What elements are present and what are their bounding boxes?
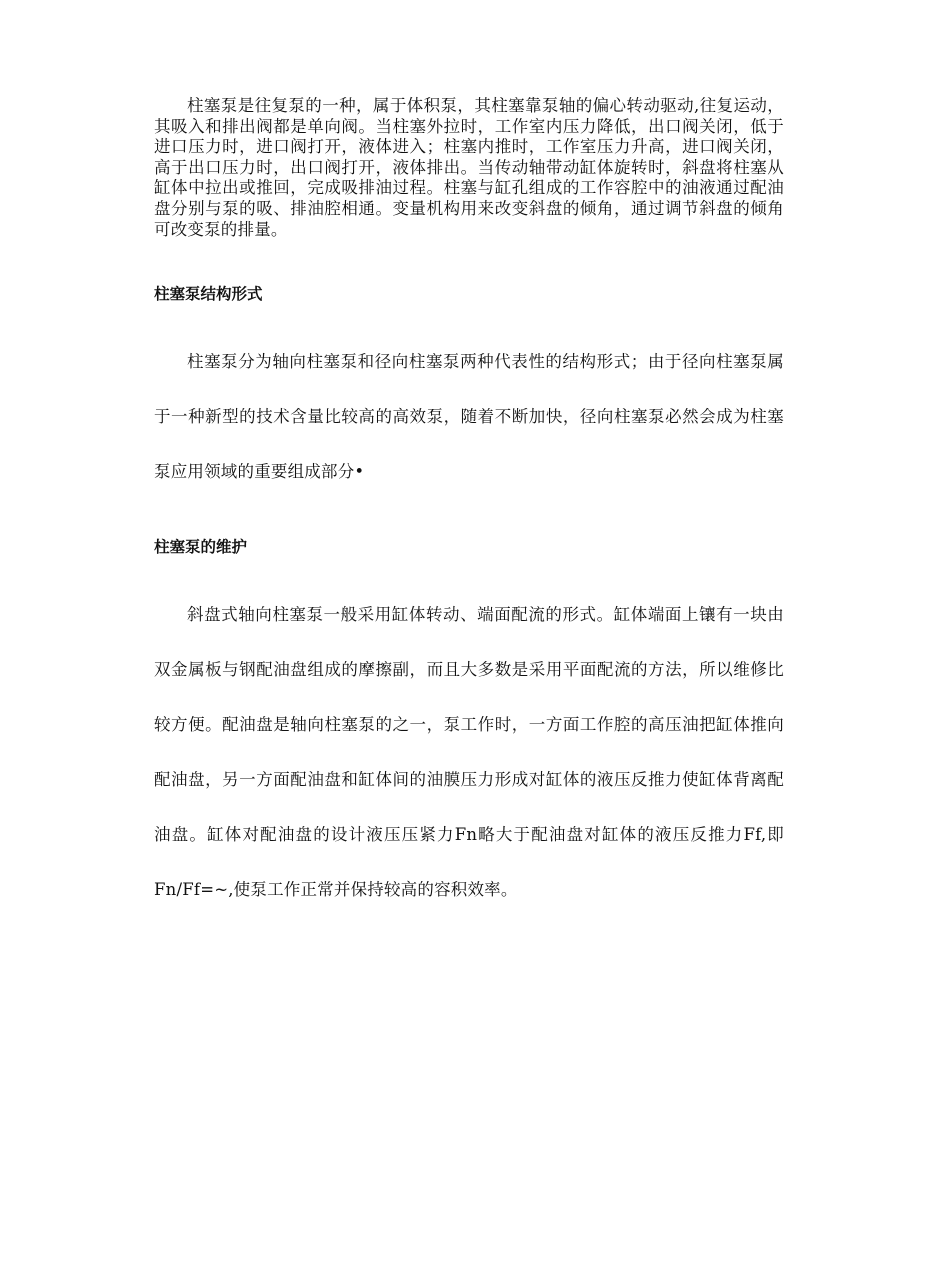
section-heading-maintenance: 柱塞泵的维护	[154, 538, 248, 557]
intro-paragraph: 柱塞泵是往复泵的一种，属于体积泵，其柱塞靠泵轴的偏心转动驱动,往复运动，其吸入和排出阀都是单向阀。当柱塞外拉时，工作室内压力降低，出口阀关闭，低于进口压力时，进口阀打开，液体进入；柱塞内推时，工作室压力升高，进口阀关闭，高于出口压力时，出口阀打开，液体排出。当传动轴带动缸体旋转时，斜盘将柱塞从缸体中拉出或推回，完成吸排油过程。柱塞与缸孔组成的工作容腔中的油液通过配油盘分别与泵的吸、排油腔相通。变量机构用来改变斜盘的倾角，通过调节斜盘的倾角可改变泵的排量。	[154, 96, 784, 239]
maintenance-paragraph: 斜盘式轴向柱塞泵一般采用缸体转动、端面配流的形式。缸体端面上镶有一块由双金属板与钢配油盘组成的摩擦副，而且大多数是采用平面配流的方法，所以维修比较方便。配油盘是轴向柱塞泵的之一，泵工作时，一方面工作腔的高压油把缸体推向配油盘，另一方面配油盘和缸体间的油膜压力形成对缸体的液压反推力使缸体背离配油盘。缸体对配油盘的设计液压压紧力Fn略大于配油盘对缸体的液压反推力Ff,即Fn/Ff=~,使泵工作正常并保持较高的容积效率。	[154, 605, 784, 900]
structure-paragraph: 柱塞泵分为轴向柱塞泵和径向柱塞泵两种代表性的结构形式；由于径向柱塞泵属于一种新型的技术含量比较高的高效泵，随着不断加快，径向柱塞泵必然会成为柱塞泵应用领域的重要组成部分•	[154, 352, 784, 482]
section-heading-structure: 柱塞泵结构形式	[154, 285, 263, 304]
document-page	[154, 96, 784, 917]
